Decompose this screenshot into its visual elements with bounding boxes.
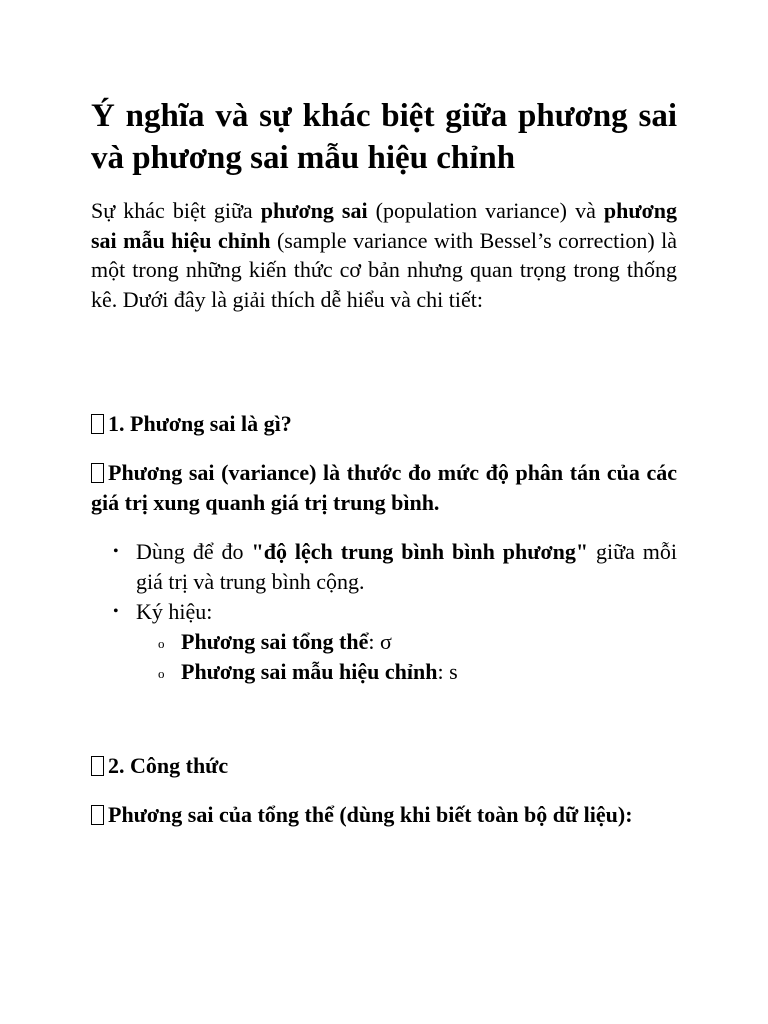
bullet-1-suffix: giữa mỗi giá trị và trung bình cộng. [136,539,678,594]
bullet-icon: • [113,603,119,620]
notation-sample-symbol: : s [437,659,458,684]
section-2-subheading [91,800,677,830]
intro-term-population-variance: phương sai [260,198,368,223]
section-1-definition [91,458,677,518]
section-2-heading [91,751,677,781]
sub-list-item [136,627,677,657]
section-2-heading-text: 2. Công thức [108,753,229,778]
bullet-icon: • [113,543,119,560]
missing-glyph-icon [91,805,104,825]
list-item [91,537,677,597]
list-item [91,597,677,687]
section-1-heading-text: 1. Phương sai là gì? [108,411,292,436]
bullet-1-bold: "độ lệch trung bình bình phương" [251,539,589,564]
notation-sub-list [136,627,677,687]
bullet-2-text: Ký hiệu: [136,599,213,624]
missing-glyph-icon [91,756,104,776]
section-1-definition-text: Phương sai (variance) là thước đo mức độ phân tán của các giá trị xung quanh giá trị trung bình. [91,460,677,515]
notation-sample-label: Phương sai mẫu hiệu chỉnh [181,659,438,684]
sub-list-item [136,657,677,687]
missing-glyph-icon [91,414,104,434]
circle-bullet-icon: o [158,666,165,681]
circle-bullet-icon: o [158,636,165,651]
section-2-subheading-text: Phương sai của tổng thể (dùng khi biết toàn bộ dữ liệu): [108,802,633,827]
intro-text-2: (population variance) và [367,198,604,223]
missing-glyph-icon [91,463,104,483]
intro-text-3: (sample variance with Bessel’s correction) là một trong những kiến thức cơ bản nhưng quan trọng trong thống kê. Dưới đây là giải thích dễ hiểu và chi tiết: [91,227,677,312]
section-1-bullet-list [91,537,677,687]
notation-population-symbol: : σ [368,629,392,654]
page-title: Ý nghĩa và sự khác biệt giữa phương sai và phương sai mẫu hiệu chỉnh [91,98,677,176]
intro-text-1: Sự khác biệt giữa [91,198,261,223]
intro-paragraph [91,196,677,314]
bullet-1-prefix: Dùng để đo [136,539,252,564]
section-1-heading [91,409,677,439]
intro-term-sample-variance: phương sai mẫu hiệu chỉnh [91,198,678,253]
notation-population-label: Phương sai tổng thể [181,629,369,654]
